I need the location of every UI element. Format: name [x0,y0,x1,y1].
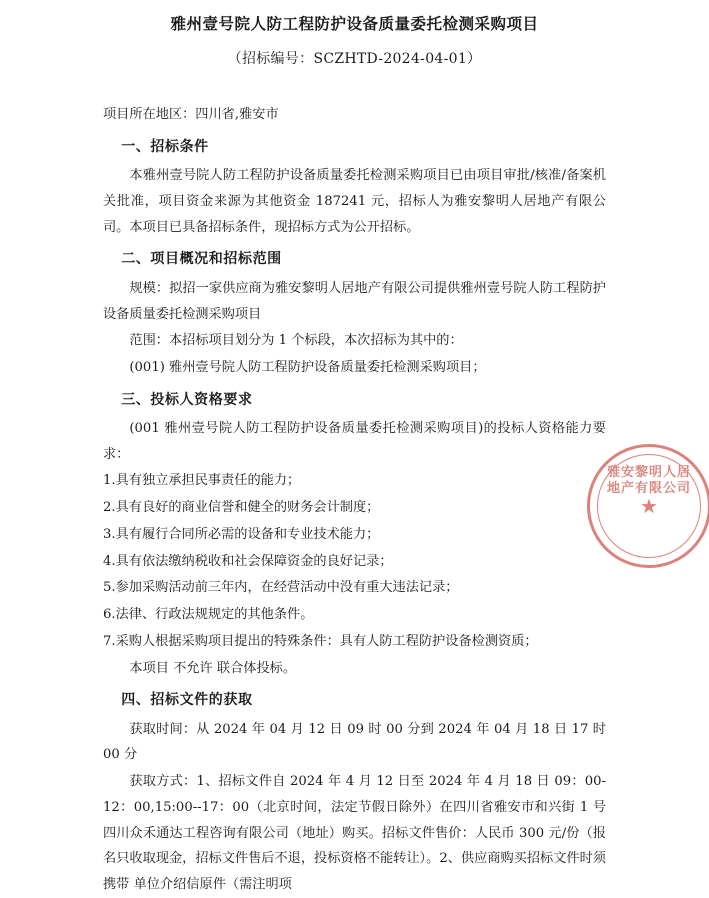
list-item: 4.具有依法缴纳税收和社会保障资金的良好记录； [103,553,393,569]
project-location: 项目所在地区：四川省,雅安市 [103,107,279,123]
page-title: 雅州壹号院人防工程防护设备质量委托检测采购项目 [170,14,539,33]
list-item: 6.法律、行政法规规定的其他条件。 [103,607,314,623]
list-item: 1.具有独立承担民事责任的能力； [103,473,301,489]
section-heading-2: 二、项目概况和招标范围 [121,251,282,268]
list-item: 3.具有履行合同所必需的设备和专业技术能力； [103,526,380,542]
list-item: 5.参加采购活动前三年内，在经营活动中没有重大违法记录； [103,580,459,596]
section-3-footer: 本项目 不允许 联合体投标。 [129,660,297,676]
section-2-paragraph-2: 范围：本招标项目划分为 1 个标段，本次招标为其中的： [129,333,463,349]
section-2-paragraph-1: 规模：拟招一家供应商为雅安黎明人居地产有限公司提供雅州壹号院人防工程防护设备质量委托检测采购项目 [103,280,606,322]
section-4-paragraph-2: 获取方式：1、招标文件自 2024 年 4 月 12 日至 2024 年 4 月 18 日 09：00- 12：00,15:00--17：00（北京时间，法定节假日除外）在四川省雅安市和兴街 1 号四川众禾通达工程咨询有限公司（地址）购买。招标文件售价：人民币 300 元/份（报名只收取现金，招标文件售后不退，投标资格不能转让）。2、供应商购买招标文件时须携带 单位介绍信原件（需注明项 [103,774,606,893]
company-seal-stamp [587,444,709,568]
seal-text: 雅安黎明人居地产有限公司 [606,465,691,497]
list-item: 2.具有良好的商业信誉和健全的财务会计制度； [103,500,380,516]
star-icon: ★ [640,494,658,518]
page-subtitle: （招标编号：SCZHTD-2024-04-01） [227,51,482,68]
section-heading-4: 四、招标文件的获取 [121,692,253,709]
list-item: 7.采购人根据采购项目提出的特殊条件：具有人防工程防护设备检测资质； [103,633,538,649]
section-heading-3: 三、投标人资格要求 [121,391,253,408]
section-heading-1: 一、招标条件 [121,138,209,155]
document-page [0,12,709,893]
section-3-paragraph-1: (001 雅州壹号院人防工程防护设备质量委托检测采购项目)的投标人资格能力要求： [103,421,606,462]
section-4-paragraph-1: 获取时间：从 2024 年 04 月 12 日 09 时 00 分到 2024 年 04 月 18 日 17 时 00 分 [103,721,606,763]
section-2-paragraph-3: (001) 雅州壹号院人防工程防护设备质量委托检测采购项目； [129,359,486,375]
section-1-paragraph-1: 本雅州壹号院人防工程防护设备质量委托检测采购项目已由项目审批/核准/备案机关批准，项目资金来源为其他资金 187241 元，招标人为雅安黎明人居地产有限公司。本项目已具备招标条件，现招标方式为公开招标。 [103,168,606,235]
